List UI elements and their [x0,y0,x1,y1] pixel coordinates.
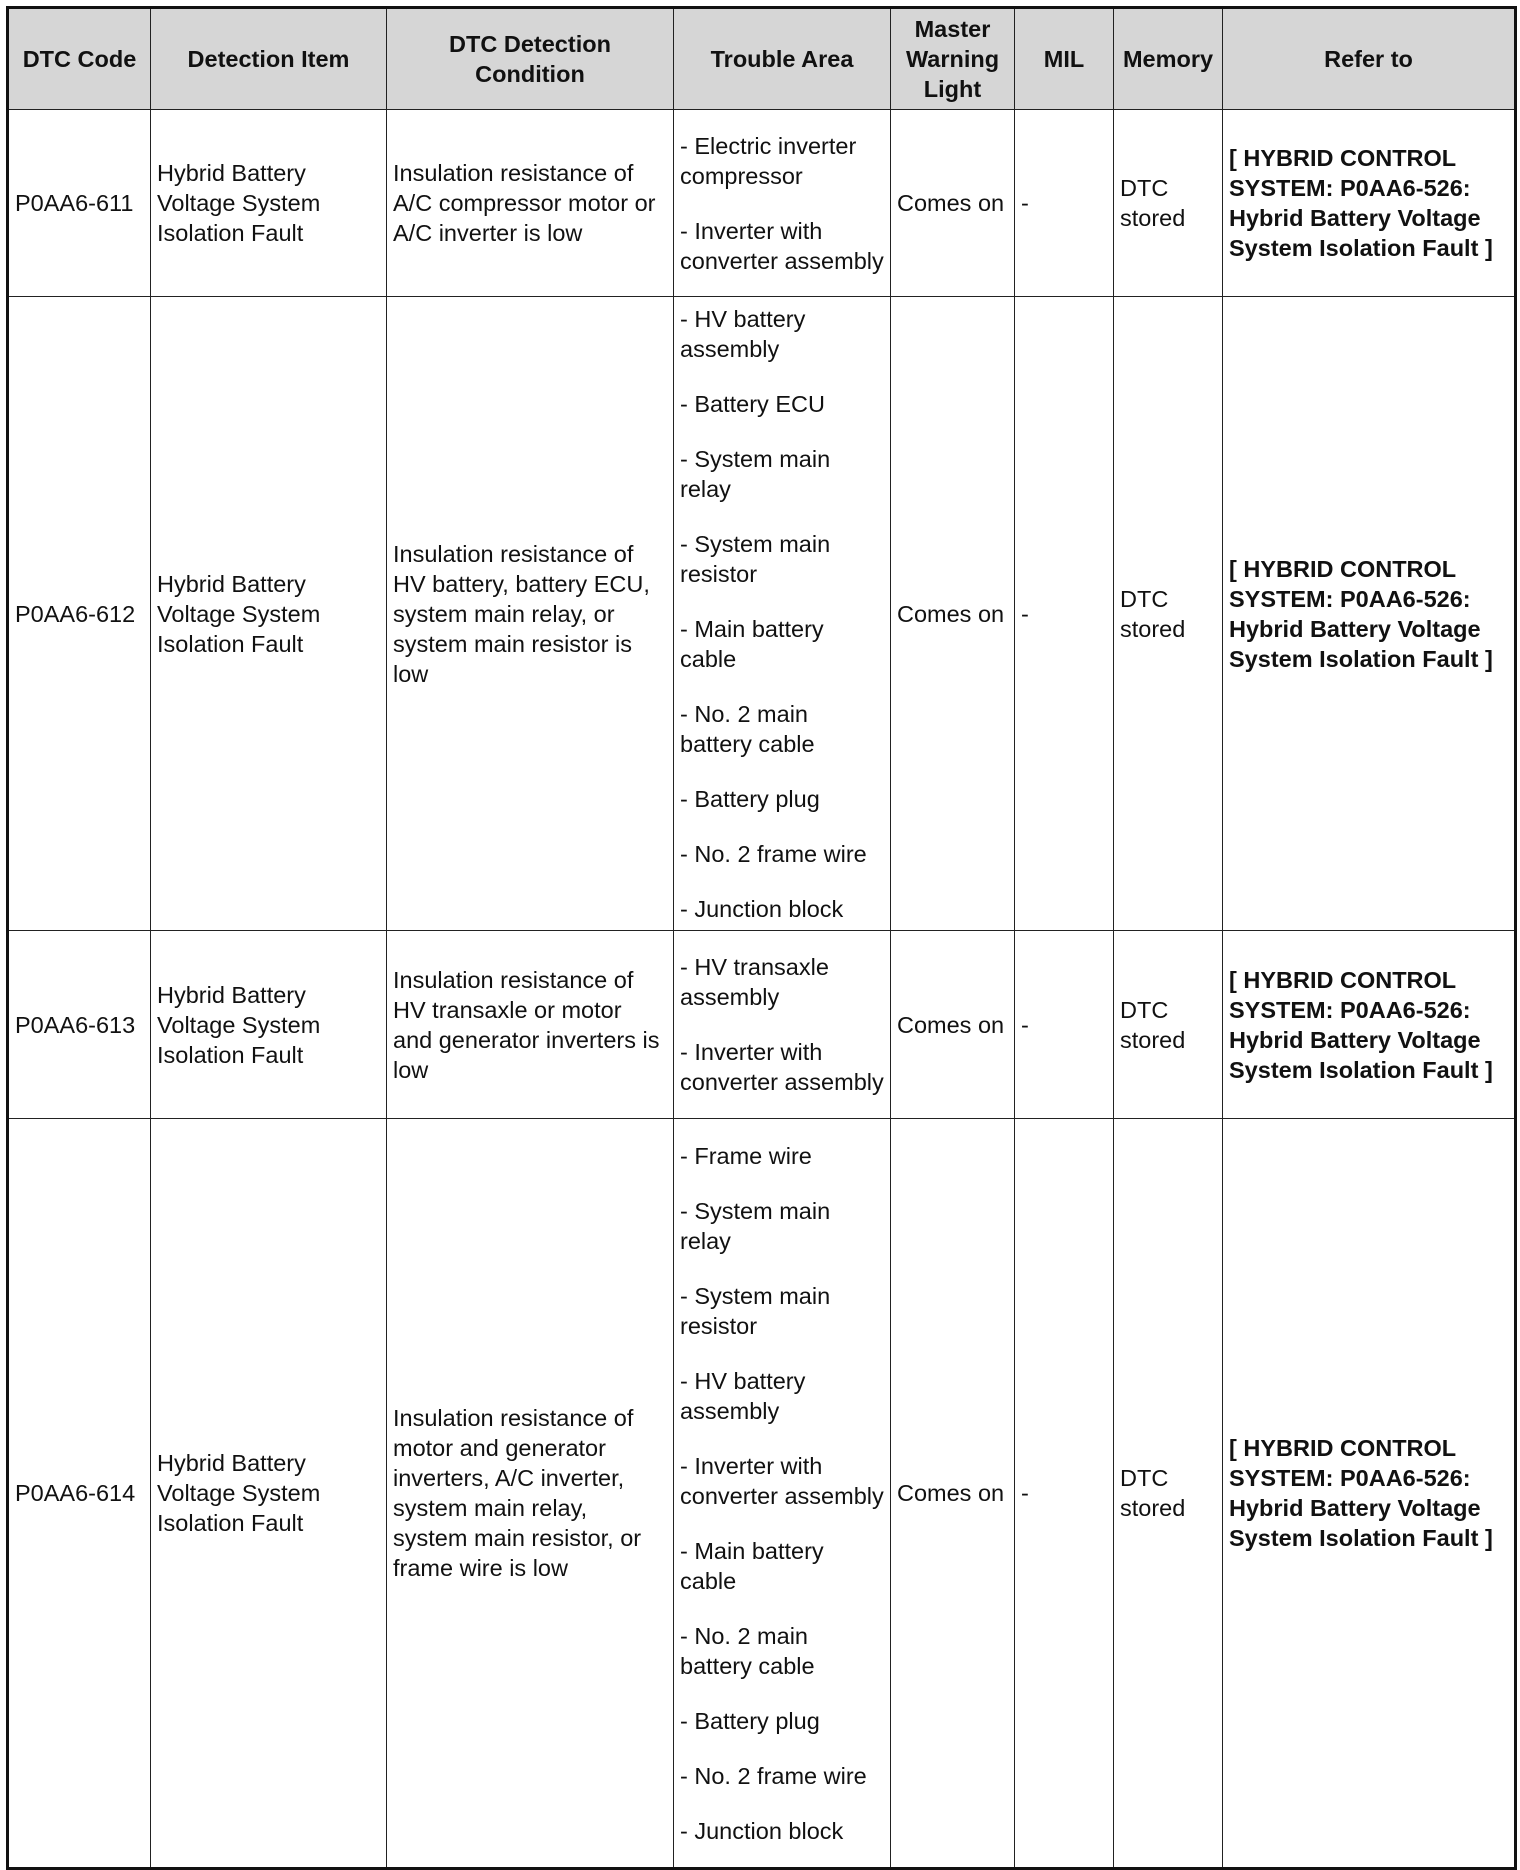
header-trouble-area: Trouble Area [674,8,891,110]
table-header-row [8,8,1516,110]
master-warning-light-cell: Comes on [891,110,1015,297]
trouble-area-item: - HV battery assembly [680,1367,806,1424]
master-warning-light-cell: Comes on [891,297,1015,931]
dtc-code-cell: P0AA6-611 [8,110,151,297]
detection-condition-cell: Insulation resistance of motor and generator inverters, A/C inverter, system main relay, system main resistor, or frame wire is low [387,1119,674,1869]
detection-condition-cell: Insulation resistance of A/C compressor motor or A/C inverter is low [387,110,674,297]
trouble-area-item: - Junction block [680,1817,844,1844]
header-memory: Memory [1114,8,1223,110]
trouble-area-item: - No. 2 frame wire [680,1762,867,1789]
trouble-area-item: - Battery ECU [680,390,825,417]
mil-cell: - [1015,110,1114,297]
memory-cell: DTC stored [1114,110,1223,297]
dtc-table [6,6,1517,1870]
trouble-area-item: - Main battery cable [680,615,824,672]
table-row [8,931,1516,1119]
trouble-area-item: - Inverter with converter assembly [680,1452,884,1509]
trouble-area-item: - No. 2 frame wire [680,840,867,867]
trouble-area-item: - Inverter with converter assembly [680,217,884,274]
trouble-area-cell [674,931,891,1119]
trouble-area-item: - HV battery assembly [680,305,806,362]
trouble-area-item: - Battery plug [680,1707,820,1734]
table-row [8,1119,1516,1869]
dtc-code-cell: P0AA6-613 [8,931,151,1119]
trouble-area-item: - Junction block [680,895,844,922]
detection-item-cell: Hybrid Battery Voltage System Isolation Fault [151,931,387,1119]
trouble-area-item: - System main relay [680,1197,831,1254]
master-warning-light-cell: Comes on [891,1119,1015,1869]
refer-to-cell: [ HYBRID CONTROL SYSTEM: P0AA6-526: Hybrid Battery Voltage System Isolation Fault ] [1223,931,1516,1119]
detection-item-cell: Hybrid Battery Voltage System Isolation Fault [151,1119,387,1869]
trouble-area-cell [674,1119,891,1869]
trouble-area-cell [674,297,891,931]
mil-cell: - [1015,931,1114,1119]
refer-to-cell: [ HYBRID CONTROL SYSTEM: P0AA6-526: Hybrid Battery Voltage System Isolation Fault ] [1223,110,1516,297]
memory-cell: DTC stored [1114,297,1223,931]
mil-cell: - [1015,297,1114,931]
trouble-area-item: - Electric inverter compressor [680,132,857,189]
detection-item-cell: Hybrid Battery Voltage System Isolation Fault [151,297,387,931]
dtc-code-cell: P0AA6-612 [8,297,151,931]
detection-condition-cell: Insulation resistance of HV transaxle or motor and generator inverters is low [387,931,674,1119]
trouble-area-item: - Main battery cable [680,1537,824,1594]
trouble-area-item: - Frame wire [680,1142,812,1169]
header-mil: MIL [1015,8,1114,110]
refer-to-cell: [ HYBRID CONTROL SYSTEM: P0AA6-526: Hybrid Battery Voltage System Isolation Fault ] [1223,1119,1516,1869]
table-row [8,297,1516,931]
trouble-area-cell [674,110,891,297]
table-body [8,110,1516,1869]
header-refer-to: Refer to [1223,8,1516,110]
trouble-area-item: - System main resistor [680,1282,831,1339]
detection-condition-cell: Insulation resistance of HV battery, battery ECU, system main relay, or system main resistor is low [387,297,674,931]
header-dtc-code: DTC Code [8,8,151,110]
header-master-warning-light: Master Warning Light [891,8,1015,110]
master-warning-light-cell: Comes on [891,931,1015,1119]
memory-cell: DTC stored [1114,931,1223,1119]
trouble-area-item: - No. 2 main battery cable [680,700,815,757]
refer-to-cell: [ HYBRID CONTROL SYSTEM: P0AA6-526: Hybrid Battery Voltage System Isolation Fault ] [1223,297,1516,931]
dtc-document [6,6,1514,1866]
header-detection-item: Detection Item [151,8,387,110]
mil-cell: - [1015,1119,1114,1869]
memory-cell: DTC stored [1114,1119,1223,1869]
trouble-area-item: - System main relay [680,445,831,502]
trouble-area-item: - Inverter with converter assembly [680,1039,884,1095]
dtc-code-cell: P0AA6-614 [8,1119,151,1869]
trouble-area-item: - No. 2 main battery cable [680,1622,815,1679]
header-detection-condition: DTC Detection Condition [387,8,674,110]
detection-item-cell: Hybrid Battery Voltage System Isolation Fault [151,110,387,297]
trouble-area-item: - HV transaxle assembly [680,954,829,1010]
trouble-area-item: - System main resistor [680,530,831,587]
trouble-area-item: - Battery plug [680,785,820,812]
table-row [8,110,1516,297]
